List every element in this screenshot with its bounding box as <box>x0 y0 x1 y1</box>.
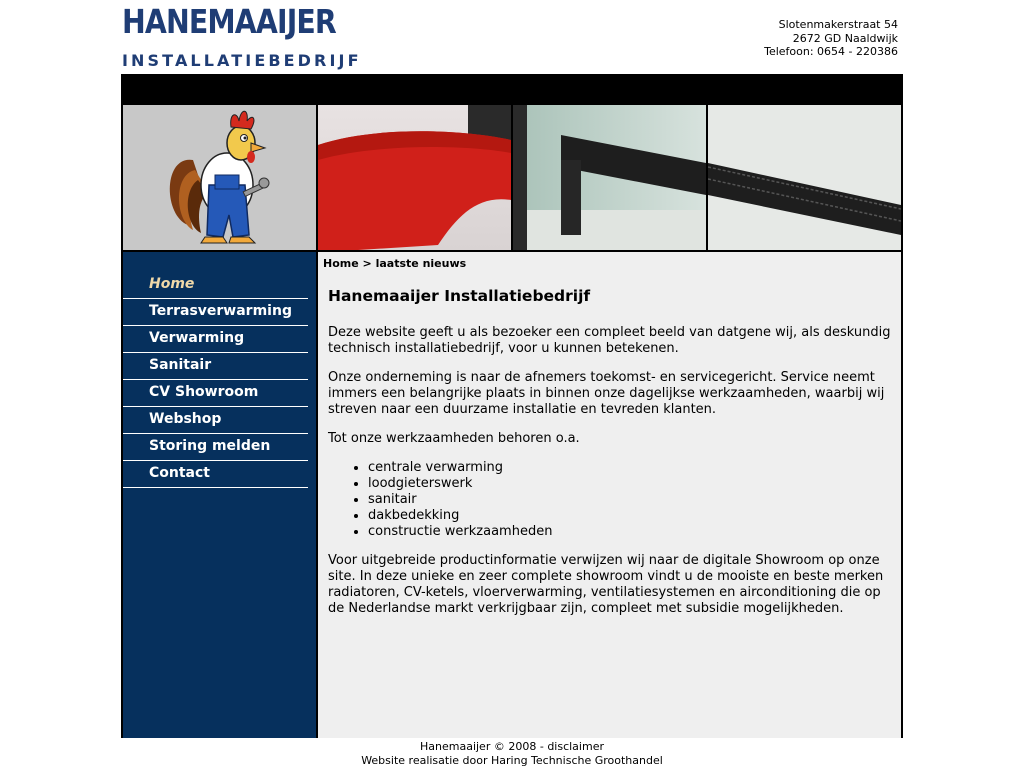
footer-credit-link[interactable]: Website realisatie door Haring Technische Groothandel <box>361 753 663 767</box>
nav-item-webshop[interactable]: Webshop <box>123 407 308 434</box>
nav-item-home[interactable]: Home <box>123 272 308 299</box>
logo-subtitle: INSTALLATIEBEDRIJF <box>122 51 362 70</box>
content-area <box>318 252 901 738</box>
list-item: • constructie werkzaamheden <box>368 524 896 540</box>
main-nav <box>123 272 308 488</box>
showroom-paragraph: Voor uitgebreide productinformatie verwijzen wij naar de digitale Showroom op onze site. In deze unieke en zeer complete showroom vindt u de mooiste en beste merken radiatoren, CV-ketels, vloerverwarming, ventilatiesystemen en airconditioning die op de Nederlandse markt verkrijgbaar zijn, compleet met subsidie mogelijkheden. <box>328 553 884 616</box>
address-block <box>764 18 898 59</box>
product-photo-1 <box>318 105 511 250</box>
footer-line-1 <box>0 740 1024 754</box>
main-article <box>328 286 896 630</box>
footer <box>0 740 1024 767</box>
breadcrumb-separator: > <box>362 257 372 270</box>
intro-paragraph: Deze website geeft u als bezoeker een compleet beeld van datgene wij, als deskundig technisch installatiebedrijf, voor u kunnen betekenen. <box>328 325 891 356</box>
page-frame <box>121 74 903 738</box>
product-photo-2 <box>513 105 706 250</box>
page-title: Hanemaaijer Installatiebedrijf <box>328 287 591 305</box>
list-item: • sanitair <box>368 492 896 508</box>
activities-intro: Tot onze werkzaamheden behoren o.a. <box>328 431 580 446</box>
sidebar <box>123 252 316 738</box>
logo[interactable] <box>122 3 372 73</box>
address-street: Slotenmakerstraat 54 <box>778 18 898 31</box>
address-phone: Telefoon: 0654 - 220386 <box>764 45 898 58</box>
nav-item-contact[interactable]: Contact <box>123 461 308 488</box>
breadcrumb <box>323 257 466 270</box>
logo-title: HANEMAAIJER <box>122 2 336 41</box>
activities-list <box>328 460 896 540</box>
breadcrumb-current[interactable]: laatste nieuws <box>375 257 467 270</box>
nav-item-cv-showroom[interactable]: CV Showroom <box>123 380 308 407</box>
address-city: 2672 GD Naaldwijk <box>792 31 898 45</box>
nav-item-verwarming[interactable]: Verwarming <box>123 326 308 353</box>
mascot-rooster-image <box>123 105 316 250</box>
nav-item-terrasverwarming[interactable]: Terrasverwarming <box>123 299 308 326</box>
nav-item-storing-melden[interactable]: Storing melden <box>123 434 308 461</box>
product-photo-3 <box>708 105 901 250</box>
footer-copyright: Hanemaaijer © 2008 - <box>420 740 544 753</box>
list-item: • dakbedekking <box>368 508 896 524</box>
list-item: • centrale verwarming <box>368 460 896 476</box>
nav-item-sanitair[interactable]: Sanitair <box>123 353 308 380</box>
disclaimer-link[interactable]: disclaimer <box>547 740 604 753</box>
list-item: • loodgieterswerk <box>368 476 896 492</box>
breadcrumb-home-link[interactable]: Home <box>323 257 359 270</box>
service-paragraph: Onze onderneming is naar de afnemers toekomst- en servicegericht. Service neemt immers een belangrijke plaats in binnen onze dagelijkse werkzaamheden, waarbij wij streven naar een duurzame installatie en tevreden klanten. <box>328 370 885 417</box>
top-bar <box>123 76 901 104</box>
